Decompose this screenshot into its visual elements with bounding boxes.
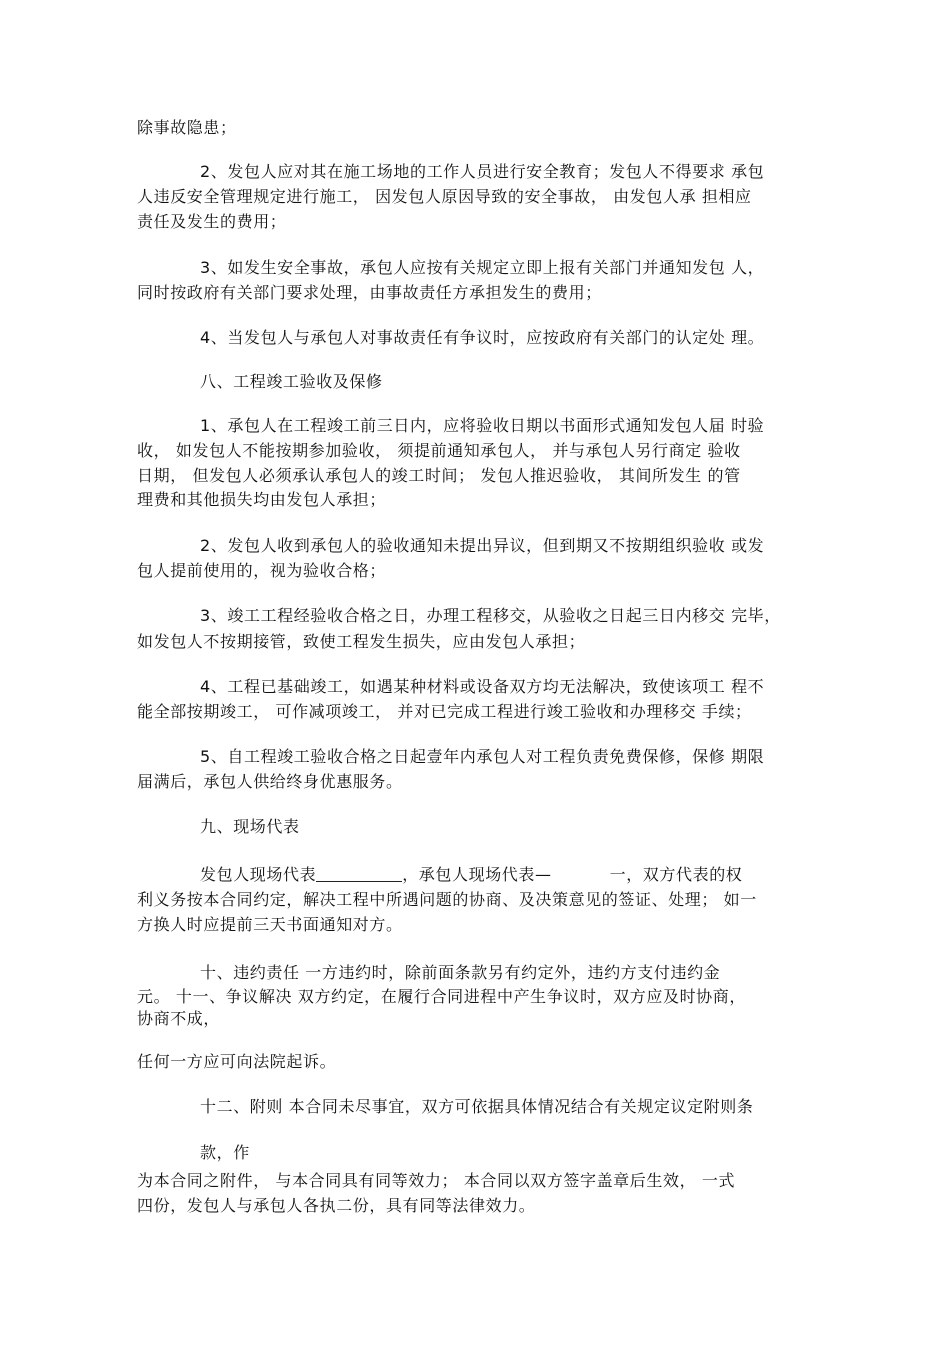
text-line: 包人提前使用的，视为验收合格； — [137, 561, 387, 580]
text-line: 收， 如发包人不能按期参加验收， 须提前通知承包人， 并与承包人另行商定 验收 — [137, 441, 741, 460]
section-heading: 九、现场代表 — [200, 817, 300, 836]
text-line: 能全部按期竣工， 可作减项竣工， 并对已完成工程进行竣工验收和办理移交 手续； — [137, 702, 752, 721]
rep-line — [200, 864, 742, 886]
text-line: 届满后，承包人供给终身优惠服务。 — [137, 772, 403, 791]
text-line: 四份，发包人与承包人各执二份，具有同等法律效力。 — [137, 1196, 536, 1215]
text-line: 十、违约责任 一方违约时，除前面条款另有约定外，违约方支付违约金 — [200, 963, 721, 982]
text-line: 协商不成， — [137, 1009, 221, 1028]
section-heading: 八、工程竣工验收及保修 — [200, 372, 383, 391]
text-line: 方换人时应提前三天书面通知对方。 — [137, 915, 403, 934]
text-line: 1、承包人在工程竣工前三日内，应将验收日期以书面形式通知发包人届 时验 — [200, 416, 765, 435]
rep-text-2: ，承包人现场代表— — [402, 865, 552, 884]
text-line: 同时按政府有关部门要求处理，由事故责任方承担发生的费用； — [137, 283, 602, 302]
text-line: 3、如发生安全事故，承包人应按有关规定立即上报有关部门并通知发包 人， — [200, 258, 765, 277]
text-line: 3、竣工工程经验收合格之日，办理工程移交，从验收之日起三日内移交 完毕， — [200, 606, 781, 625]
blank-underline — [316, 865, 402, 882]
text-line: 2、发包人收到承包人的验收通知未提出异议，但到期又不按期组织验收 或发 — [200, 536, 765, 555]
text-line: 利义务按本合同约定，解决工程中所遇问题的协商、及决策意见的签证、处理； 如一 — [137, 890, 757, 909]
text-line: 责任及发生的费用； — [137, 212, 287, 231]
text-line: 任何一方应可向法院起诉。 — [137, 1052, 337, 1071]
text-line: 如发包人不按期接管，致使工程发生损失，应由发包人承担； — [137, 632, 586, 651]
text-line: 日期， 但发包人必须承认承包人的竣工时间； 发包人推迟验收， 其间所发生 的管 — [137, 466, 741, 485]
text-line: 4、工程已基础竣工，如遇某种材料或设备双方均无法解决，致使该项工 程不 — [200, 677, 765, 696]
text-line: 除事故隐患； — [137, 118, 237, 137]
text-line: 4、当发包人与承包人对事故责任有争议时，应按政府有关部门的认定处 理。 — [200, 328, 765, 347]
text-line: 十二、附则 本合同未尽事宜，双方可依据具体情况结合有关规定议定附则条 — [200, 1097, 754, 1116]
rep-text-3: 一，双方代表的权 — [609, 865, 743, 884]
text-line: 为本合同之附件， 与本合同具有同等效力； 本合同以双方签字盖章后生效， 一式 — [137, 1171, 736, 1190]
text-line: 5、自工程竣工验收合格之日起壹年内承包人对工程负责免费保修，保修 期限 — [200, 747, 765, 766]
text-line: 人违反安全管理规定进行施工， 因发包人原因导致的安全事故， 由发包人承 担相应 — [137, 187, 752, 206]
text-line: 理费和其他损失均由发包人承担； — [137, 490, 387, 509]
text-line: 2、发包人应对其在施工场地的工作人员进行安全教育；发包人不得要求 承包 — [200, 162, 765, 181]
text-line: 元。 十一、争议解决 双方约定，在履行合同进程中产生争议时，双方应及时协商， — [137, 987, 746, 1006]
text-line: 款，作 — [200, 1143, 250, 1162]
rep-text-1: 发包人现场代表 — [200, 865, 317, 884]
